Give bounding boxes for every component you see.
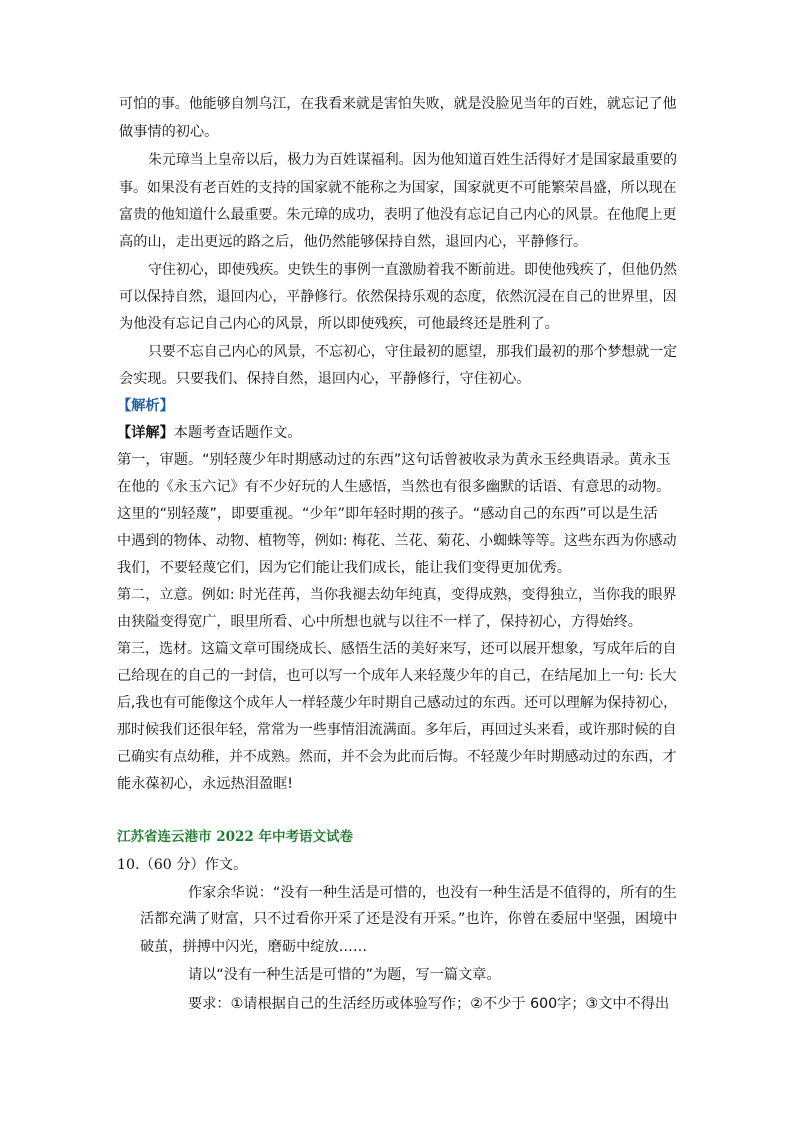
analysis-line: 能永葆初心，永远热泪盈眶! [117,776,293,792]
essay-line: 为他没有忘记自己内心的风景，所以即使残疾，可他最终还是胜利了。 [119,316,559,332]
analysis-line: 在他的《永玉六记》有不少好玩的人生感悟，当然也有很多幽默的话语、有意思的动物。 [117,479,671,495]
detail-text: 本题考查话题作文。 [173,425,302,441]
exam-heading: 江苏省连云港市 2022 年中考语文试卷 [117,829,353,845]
analysis-line: 那时候我们还很年轻，常常为一些事情泪流满面。多年后，再回过头来看，或许那时候的自 [117,722,677,738]
analysis-line: 由狭隘变得宽广，眼里所看、心中所想也就与以往不一样了，保持初心，方得始终。 [117,614,642,630]
detail-label: 【详解】 [117,425,174,441]
essay-line: 只要不忘自己内心的风景，不忘初心，守住最初的愿望，那我们最初的那个梦想就一定 [148,344,678,360]
essay-line: 可以保持自然，退回内心，平静修行。依然保持乐观的态度，依然沉浸在自己的世界里，因 [119,289,677,305]
analysis-line: 第三，选材。这篇文章可围绕成长、感悟生活的美好来写，还可以展开想象，写成年后的自 [117,641,677,657]
analysis-line: 己确实有点幼稚，并不成熟。然而，并不会为此而后悔。不轻蔑少年时期感动过的东西，才 [117,749,677,765]
essay-line: 守住初心，即使残疾。史铁生的事例一直激励着我不断前进。即使他残疾了，但他仍然 [148,262,678,278]
essay-line: 会实现。只要我们、保持自然，退回内心，平静修行，守住初心。 [119,371,531,387]
essay-line: 做事情的初心。 [119,124,219,140]
essay-line: 朱元璋当上皇帝以后，极力为百姓谋福利。因为他知道百姓生活得好才是国家最重要的 [148,152,678,168]
prompt-line: 作家余华说：“没有一种生活是可惜的，也没有一种生活是不值得的，所有的生 [188,885,677,901]
analysis-line: 己给现在的自己的一封信，也可以写一个成年人来轻蔑少年的自己，在结尾加上一句: 长大 [117,668,677,684]
prompt-line: 活都充满了财富，只不过看你开采了还是没有开采。”也许，你曾在委屈中坚强，困境中 [140,911,678,927]
detail-line [117,424,301,442]
analysis-line: 这里的“别轻蔑”，即要重视。“少年”即年轻时期的孩子。“感动自己的东西”可以是生活 [117,506,658,522]
essay-line: 富贵的他知道什么最重要。朱元璋的成功，表明了他没有忘记自己内心的风景。在他爬上更 [119,207,677,223]
analysis-line: 我们，不要轻蔑它们，因为它们能让我们成长，能让我们变得更加优秀。 [117,560,572,576]
essay-line: 事。如果没有老百姓的支持的国家就不能称之为国家，国家就更不可能繁荣昌盛，所以现在 [119,180,677,196]
essay-line: 可怕的事。他能够自刎乌江，在我看来就是害怕失败，就是没脸见当年的百姓，就忘记了他 [119,96,677,112]
prompt-line: 破茧，拼搏中闪光，磨砺中绽放…… [140,939,368,955]
prompt-line: 请以“没有一种生活是可惜的”为题，写一篇文章。 [188,967,501,983]
analysis-line: 第二，立意。例如: 时光荏苒，当你我褪去幼年纯真，变得成熟，变得独立，当你我的眼界 [117,587,677,603]
analysis-line: 中遇到的物体、动物、植物等，例如: 梅花、兰花、菊花、小蜘蛛等等。这些东西为你感动 [117,533,677,549]
prompt-line: 要求：①请根据自己的生活经历或体验写作；②不少于 600字；③文中不得出 [188,996,670,1012]
analysis-line: 第一，审题。“别轻蔑少年时期感动过的东西”这句话曾被收录为黄永玉经典语录。黄永玉 [117,452,671,468]
essay-line: 高的山，走出更远的路之后，他仍然能够保持自然，退回内心，平静修行。 [119,234,588,250]
analysis-label: 【解析】 [117,398,174,414]
question-number: 10.（60 分）作文。 [117,857,248,873]
analysis-line: 后,我也有可能像这个成年人一样轻蔑少年时期自己感动过的东西。还可以理解为保持初心， [117,695,678,711]
